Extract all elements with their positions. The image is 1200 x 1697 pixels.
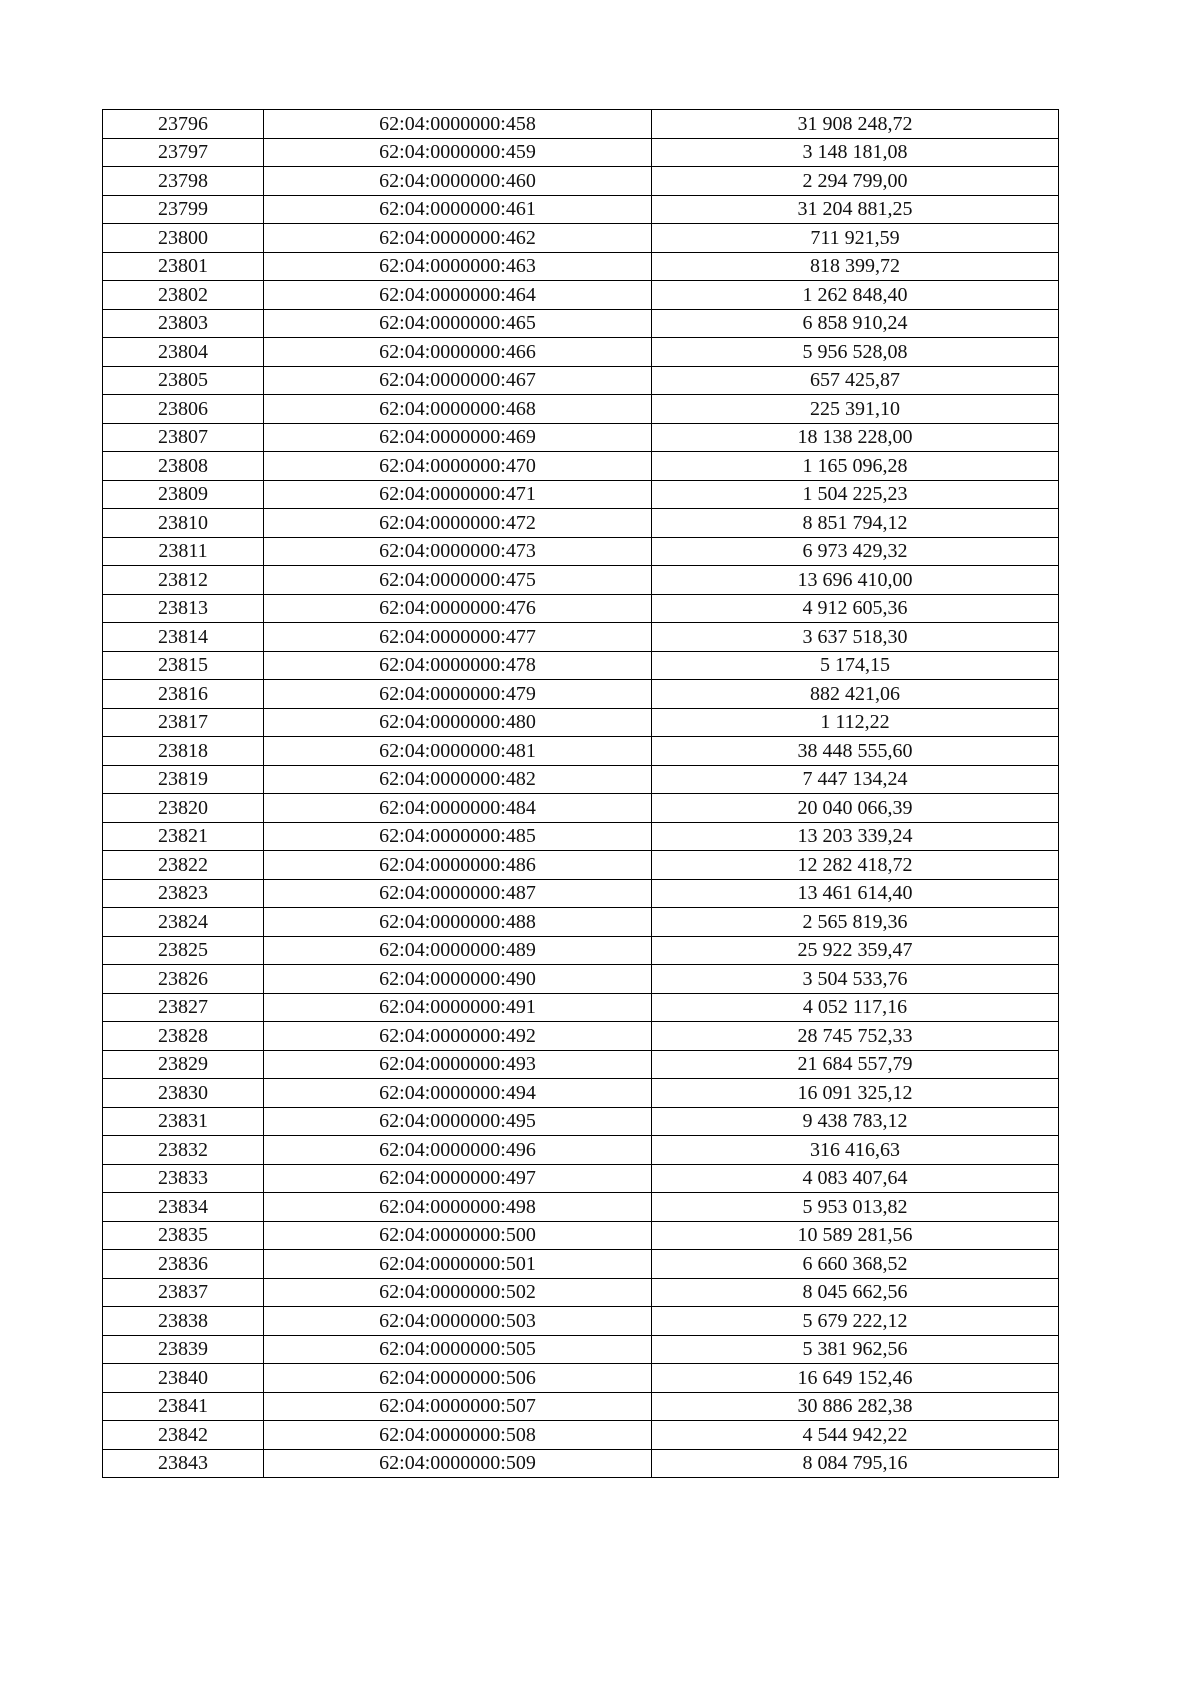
cadastral-value-cell: 2 565 819,36 xyxy=(652,908,1059,937)
table-row xyxy=(103,737,1059,766)
table-row xyxy=(103,1421,1059,1450)
row-number-cell: 23840 xyxy=(103,1364,264,1393)
cadastral-number-cell: 62:04:0000000:479 xyxy=(264,680,652,709)
cadastral-value-cell: 7 447 134,24 xyxy=(652,765,1059,794)
cadastral-number-cell: 62:04:0000000:509 xyxy=(264,1449,652,1478)
table-row xyxy=(103,309,1059,338)
row-number-cell: 23816 xyxy=(103,680,264,709)
cadastral-number-cell: 62:04:0000000:503 xyxy=(264,1307,652,1336)
table-row xyxy=(103,509,1059,538)
cadastral-number-cell: 62:04:0000000:489 xyxy=(264,936,652,965)
cadastral-value-cell: 4 544 942,22 xyxy=(652,1421,1059,1450)
row-number-cell: 23843 xyxy=(103,1449,264,1478)
cadastral-value-cell: 16 091 325,12 xyxy=(652,1079,1059,1108)
row-number-cell: 23830 xyxy=(103,1079,264,1108)
cadastral-value-cell: 316 416,63 xyxy=(652,1136,1059,1165)
row-number-cell: 23826 xyxy=(103,965,264,994)
cadastral-value-cell: 6 858 910,24 xyxy=(652,309,1059,338)
cadastral-value-cell: 1 262 848,40 xyxy=(652,281,1059,310)
cadastral-value-cell: 8 045 662,56 xyxy=(652,1278,1059,1307)
cadastral-number-cell: 62:04:0000000:460 xyxy=(264,167,652,196)
table-row xyxy=(103,281,1059,310)
cadastral-value-cell: 10 589 281,56 xyxy=(652,1221,1059,1250)
table-row xyxy=(103,1079,1059,1108)
table-row xyxy=(103,338,1059,367)
cadastral-value-cell: 3 504 533,76 xyxy=(652,965,1059,994)
cadastral-number-cell: 62:04:0000000:498 xyxy=(264,1193,652,1222)
row-number-cell: 23819 xyxy=(103,765,264,794)
cadastral-number-cell: 62:04:0000000:471 xyxy=(264,480,652,509)
table-row xyxy=(103,1307,1059,1336)
table-row xyxy=(103,908,1059,937)
cadastral-value-cell: 657 425,87 xyxy=(652,366,1059,395)
row-number-cell: 23832 xyxy=(103,1136,264,1165)
cadastral-number-cell: 62:04:0000000:468 xyxy=(264,395,652,424)
table-row xyxy=(103,794,1059,823)
cadastral-number-cell: 62:04:0000000:475 xyxy=(264,566,652,595)
cadastral-number-cell: 62:04:0000000:486 xyxy=(264,851,652,880)
table-row xyxy=(103,1193,1059,1222)
row-number-cell: 23831 xyxy=(103,1107,264,1136)
row-number-cell: 23804 xyxy=(103,338,264,367)
row-number-cell: 23800 xyxy=(103,224,264,253)
table-row xyxy=(103,993,1059,1022)
cadastral-number-cell: 62:04:0000000:459 xyxy=(264,138,652,167)
cadastral-number-cell: 62:04:0000000:502 xyxy=(264,1278,652,1307)
cadastral-value-cell: 1 504 225,23 xyxy=(652,480,1059,509)
cadastral-number-cell: 62:04:0000000:469 xyxy=(264,423,652,452)
cadastral-number-cell: 62:04:0000000:494 xyxy=(264,1079,652,1108)
table-row xyxy=(103,1022,1059,1051)
cadastral-value-cell: 818 399,72 xyxy=(652,252,1059,281)
cadastral-number-cell: 62:04:0000000:472 xyxy=(264,509,652,538)
row-number-cell: 23833 xyxy=(103,1164,264,1193)
cadastral-number-cell: 62:04:0000000:491 xyxy=(264,993,652,1022)
table-row xyxy=(103,395,1059,424)
table-row xyxy=(103,651,1059,680)
table-row xyxy=(103,110,1059,139)
cadastral-value-cell: 18 138 228,00 xyxy=(652,423,1059,452)
cadastral-value-cell: 3 148 181,08 xyxy=(652,138,1059,167)
cadastral-value-cell: 2 294 799,00 xyxy=(652,167,1059,196)
row-number-cell: 23814 xyxy=(103,623,264,652)
cadastral-number-cell: 62:04:0000000:493 xyxy=(264,1050,652,1079)
cadastral-number-cell: 62:04:0000000:500 xyxy=(264,1221,652,1250)
row-number-cell: 23813 xyxy=(103,594,264,623)
cadastral-value-cell: 6 660 368,52 xyxy=(652,1250,1059,1279)
cadastral-value-cell: 31 204 881,25 xyxy=(652,195,1059,224)
cadastral-value-cell: 5 953 013,82 xyxy=(652,1193,1059,1222)
table-row xyxy=(103,452,1059,481)
cadastral-number-cell: 62:04:0000000:473 xyxy=(264,537,652,566)
row-number-cell: 23802 xyxy=(103,281,264,310)
cadastral-number-cell: 62:04:0000000:487 xyxy=(264,879,652,908)
cadastral-number-cell: 62:04:0000000:484 xyxy=(264,794,652,823)
cadastral-value-cell: 16 649 152,46 xyxy=(652,1364,1059,1393)
cadastral-number-cell: 62:04:0000000:461 xyxy=(264,195,652,224)
row-number-cell: 23829 xyxy=(103,1050,264,1079)
row-number-cell: 23801 xyxy=(103,252,264,281)
cadastral-number-cell: 62:04:0000000:508 xyxy=(264,1421,652,1450)
row-number-cell: 23796 xyxy=(103,110,264,139)
row-number-cell: 23803 xyxy=(103,309,264,338)
cadastral-value-cell: 21 684 557,79 xyxy=(652,1050,1059,1079)
table-row xyxy=(103,195,1059,224)
table-row xyxy=(103,623,1059,652)
row-number-cell: 23807 xyxy=(103,423,264,452)
row-number-cell: 23817 xyxy=(103,708,264,737)
table-row xyxy=(103,1335,1059,1364)
cadastral-value-cell: 13 696 410,00 xyxy=(652,566,1059,595)
cadastral-value-cell: 25 922 359,47 xyxy=(652,936,1059,965)
cadastral-value-cell: 1 112,22 xyxy=(652,708,1059,737)
cadastral-value-cell: 5 956 528,08 xyxy=(652,338,1059,367)
row-number-cell: 23835 xyxy=(103,1221,264,1250)
table-body xyxy=(103,110,1059,1478)
cadastral-value-cell: 3 637 518,30 xyxy=(652,623,1059,652)
cadastral-value-cell: 1 165 096,28 xyxy=(652,452,1059,481)
table-row xyxy=(103,480,1059,509)
row-number-cell: 23821 xyxy=(103,822,264,851)
table-row xyxy=(103,423,1059,452)
row-number-cell: 23825 xyxy=(103,936,264,965)
cadastral-number-cell: 62:04:0000000:465 xyxy=(264,309,652,338)
cadastral-number-cell: 62:04:0000000:495 xyxy=(264,1107,652,1136)
table-row xyxy=(103,680,1059,709)
cadastral-number-cell: 62:04:0000000:458 xyxy=(264,110,652,139)
cadastral-value-cell: 4 052 117,16 xyxy=(652,993,1059,1022)
table-row xyxy=(103,1250,1059,1279)
table-row xyxy=(103,1278,1059,1307)
cadastral-value-cell: 711 921,59 xyxy=(652,224,1059,253)
row-number-cell: 23809 xyxy=(103,480,264,509)
row-number-cell: 23837 xyxy=(103,1278,264,1307)
row-number-cell: 23824 xyxy=(103,908,264,937)
cadastral-number-cell: 62:04:0000000:466 xyxy=(264,338,652,367)
cadastral-number-cell: 62:04:0000000:492 xyxy=(264,1022,652,1051)
table-row xyxy=(103,765,1059,794)
row-number-cell: 23827 xyxy=(103,993,264,1022)
table-row xyxy=(103,822,1059,851)
row-number-cell: 23839 xyxy=(103,1335,264,1364)
cadastral-value-cell: 882 421,06 xyxy=(652,680,1059,709)
row-number-cell: 23822 xyxy=(103,851,264,880)
table-row xyxy=(103,537,1059,566)
cadastral-number-cell: 62:04:0000000:506 xyxy=(264,1364,652,1393)
table-row xyxy=(103,851,1059,880)
row-number-cell: 23805 xyxy=(103,366,264,395)
table-row xyxy=(103,1107,1059,1136)
row-number-cell: 23820 xyxy=(103,794,264,823)
cadastral-number-cell: 62:04:0000000:480 xyxy=(264,708,652,737)
row-number-cell: 23818 xyxy=(103,737,264,766)
cadastral-number-cell: 62:04:0000000:485 xyxy=(264,822,652,851)
table-row xyxy=(103,594,1059,623)
row-number-cell: 23811 xyxy=(103,537,264,566)
cadastral-value-cell: 12 282 418,72 xyxy=(652,851,1059,880)
table-row xyxy=(103,1136,1059,1165)
table-row xyxy=(103,366,1059,395)
cadastral-number-cell: 62:04:0000000:496 xyxy=(264,1136,652,1165)
cadastral-number-cell: 62:04:0000000:462 xyxy=(264,224,652,253)
row-number-cell: 23797 xyxy=(103,138,264,167)
cadastral-value-cell: 6 973 429,32 xyxy=(652,537,1059,566)
row-number-cell: 23810 xyxy=(103,509,264,538)
table-row xyxy=(103,224,1059,253)
cadastral-number-cell: 62:04:0000000:488 xyxy=(264,908,652,937)
cadastral-value-cell: 30 886 282,38 xyxy=(652,1392,1059,1421)
table-row xyxy=(103,1164,1059,1193)
cadastral-value-cell: 5 174,15 xyxy=(652,651,1059,680)
cadastral-value-cell: 13 461 614,40 xyxy=(652,879,1059,908)
table-row xyxy=(103,965,1059,994)
cadastral-number-cell: 62:04:0000000:463 xyxy=(264,252,652,281)
row-number-cell: 23808 xyxy=(103,452,264,481)
cadastral-value-cell: 5 381 962,56 xyxy=(652,1335,1059,1364)
cadastral-value-cell: 8 851 794,12 xyxy=(652,509,1059,538)
table-row xyxy=(103,879,1059,908)
table-row xyxy=(103,138,1059,167)
cadastral-value-cell: 4 912 605,36 xyxy=(652,594,1059,623)
row-number-cell: 23815 xyxy=(103,651,264,680)
row-number-cell: 23834 xyxy=(103,1193,264,1222)
cadastral-value-cell: 20 040 066,39 xyxy=(652,794,1059,823)
table-row xyxy=(103,167,1059,196)
cadastral-number-cell: 62:04:0000000:501 xyxy=(264,1250,652,1279)
cadastral-value-table xyxy=(102,109,1059,1478)
cadastral-number-cell: 62:04:0000000:482 xyxy=(264,765,652,794)
table-row xyxy=(103,1050,1059,1079)
cadastral-number-cell: 62:04:0000000:478 xyxy=(264,651,652,680)
row-number-cell: 23823 xyxy=(103,879,264,908)
cadastral-number-cell: 62:04:0000000:467 xyxy=(264,366,652,395)
cadastral-value-cell: 8 084 795,16 xyxy=(652,1449,1059,1478)
table-row xyxy=(103,1392,1059,1421)
cadastral-number-cell: 62:04:0000000:464 xyxy=(264,281,652,310)
cadastral-value-cell: 38 448 555,60 xyxy=(652,737,1059,766)
row-number-cell: 23828 xyxy=(103,1022,264,1051)
cadastral-value-cell: 13 203 339,24 xyxy=(652,822,1059,851)
cadastral-value-cell: 225 391,10 xyxy=(652,395,1059,424)
cadastral-value-cell: 9 438 783,12 xyxy=(652,1107,1059,1136)
cadastral-value-cell: 31 908 248,72 xyxy=(652,110,1059,139)
cadastral-number-cell: 62:04:0000000:505 xyxy=(264,1335,652,1364)
table-row xyxy=(103,1364,1059,1393)
row-number-cell: 23841 xyxy=(103,1392,264,1421)
cadastral-value-cell: 4 083 407,64 xyxy=(652,1164,1059,1193)
row-number-cell: 23806 xyxy=(103,395,264,424)
table-row xyxy=(103,1449,1059,1478)
table-row xyxy=(103,1221,1059,1250)
row-number-cell: 23838 xyxy=(103,1307,264,1336)
row-number-cell: 23799 xyxy=(103,195,264,224)
cadastral-number-cell: 62:04:0000000:481 xyxy=(264,737,652,766)
cadastral-number-cell: 62:04:0000000:490 xyxy=(264,965,652,994)
cadastral-number-cell: 62:04:0000000:477 xyxy=(264,623,652,652)
row-number-cell: 23812 xyxy=(103,566,264,595)
cadastral-number-cell: 62:04:0000000:476 xyxy=(264,594,652,623)
cadastral-number-cell: 62:04:0000000:497 xyxy=(264,1164,652,1193)
cadastral-number-cell: 62:04:0000000:507 xyxy=(264,1392,652,1421)
table-row xyxy=(103,708,1059,737)
cadastral-value-cell: 5 679 222,12 xyxy=(652,1307,1059,1336)
row-number-cell: 23798 xyxy=(103,167,264,196)
row-number-cell: 23842 xyxy=(103,1421,264,1450)
cadastral-number-cell: 62:04:0000000:470 xyxy=(264,452,652,481)
table-row xyxy=(103,252,1059,281)
row-number-cell: 23836 xyxy=(103,1250,264,1279)
cadastral-value-cell: 28 745 752,33 xyxy=(652,1022,1059,1051)
table-row xyxy=(103,566,1059,595)
table-row xyxy=(103,936,1059,965)
